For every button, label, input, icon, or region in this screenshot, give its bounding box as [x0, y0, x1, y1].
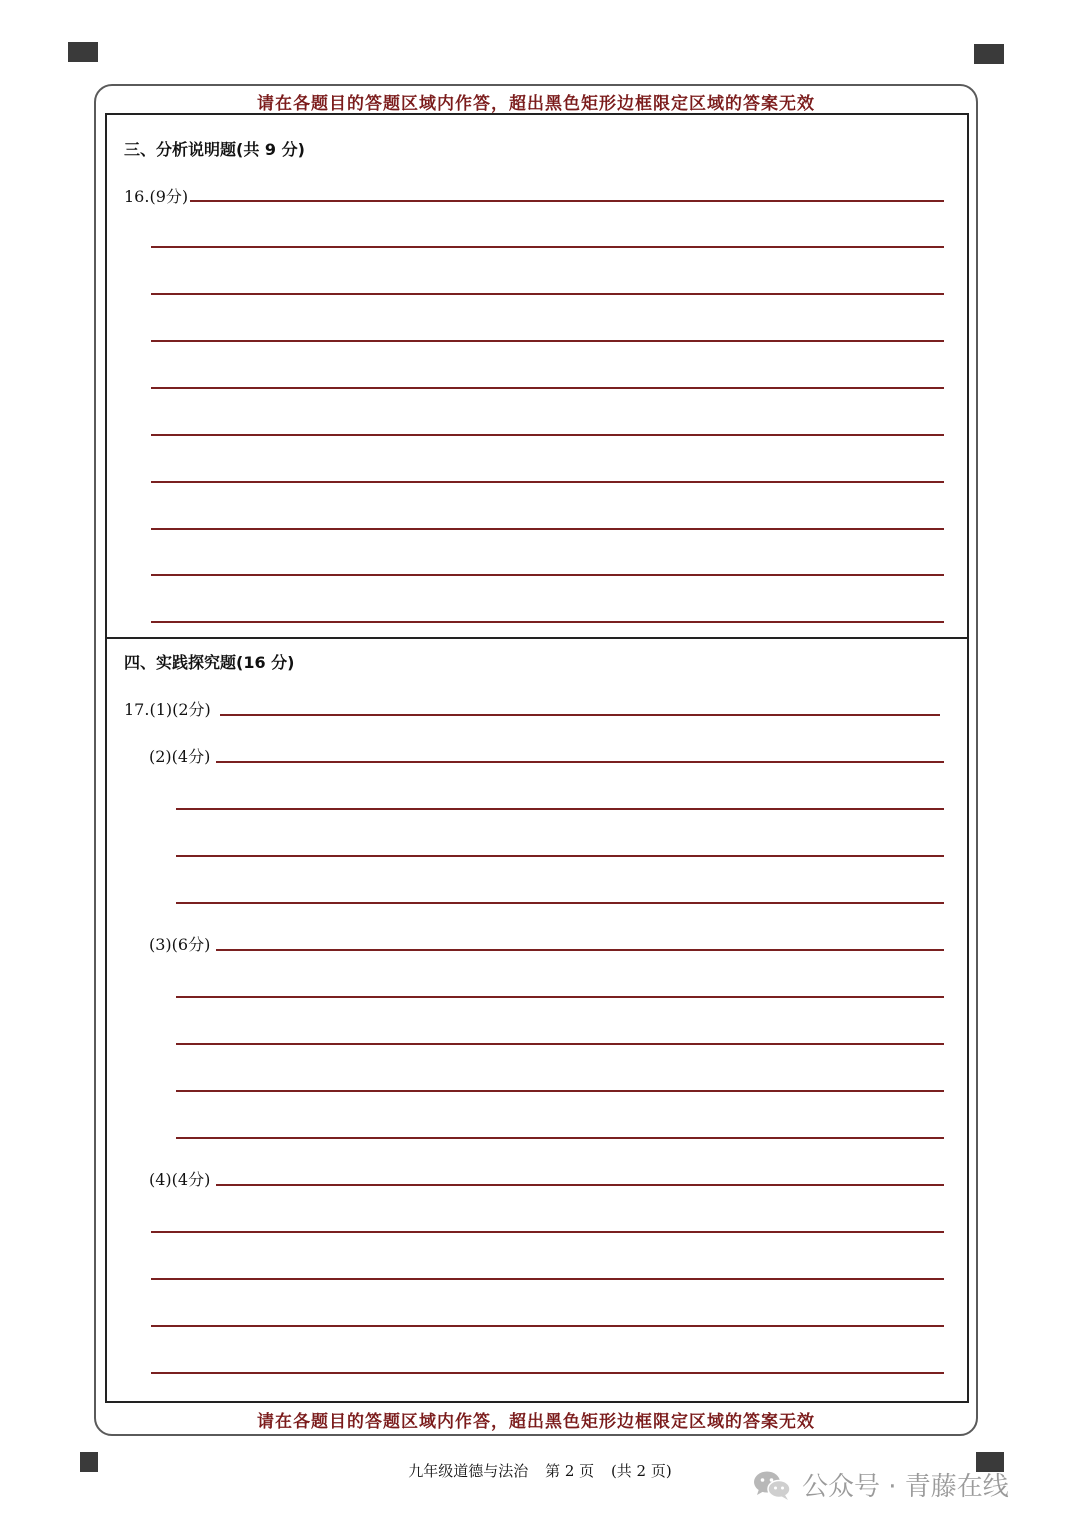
- q17-3-answer-line[interactable]: [176, 996, 944, 998]
- q17-3-answer-line[interactable]: [216, 949, 944, 951]
- q17-4-label: (4)(4分): [149, 1170, 211, 1189]
- q17-3-label: (3)(6分): [149, 935, 211, 954]
- q17-2-answer-line[interactable]: [216, 761, 944, 763]
- footer-page-total: (共 2 页): [610, 1462, 672, 1480]
- q17-3-answer-line[interactable]: [176, 1137, 944, 1139]
- section-divider: [105, 637, 969, 639]
- q17-2-answer-line[interactable]: [176, 855, 944, 857]
- wechat-icon: [752, 1469, 792, 1501]
- q16-answer-line[interactable]: [151, 387, 944, 389]
- q17-4-answer-line[interactable]: [151, 1231, 944, 1233]
- q17-1-label: 17.(1)(2分): [124, 700, 211, 719]
- q16-answer-line[interactable]: [151, 528, 944, 530]
- q16-answer-line[interactable]: [151, 434, 944, 436]
- q17-3-answer-line[interactable]: [176, 1090, 944, 1092]
- q17-2-answer-line[interactable]: [176, 902, 944, 904]
- q17-2-label: (2)(4分): [149, 747, 211, 766]
- section-4-title: 四、实践探究题(16 分): [124, 653, 295, 672]
- answer-area-frame: [105, 113, 969, 1403]
- q17-4-answer-line[interactable]: [151, 1325, 944, 1327]
- q16-answer-line[interactable]: [190, 200, 944, 202]
- footer-subject: 九年级道德与法治: [408, 1462, 529, 1480]
- q17-4-answer-line[interactable]: [151, 1372, 944, 1374]
- q16-label: 16.(9分): [124, 187, 189, 206]
- footer-page-number: 第 2 页: [545, 1462, 595, 1480]
- q16-answer-line[interactable]: [151, 246, 944, 248]
- q16-answer-line[interactable]: [151, 481, 944, 483]
- q16-answer-line[interactable]: [151, 293, 944, 295]
- alignment-marker-top-left: [68, 42, 98, 62]
- q17-3-answer-line[interactable]: [176, 1043, 944, 1045]
- warning-top: 请在各题目的答题区域内作答，超出黑色矩形边框限定区域的答案无效: [257, 94, 815, 114]
- q16-answer-line[interactable]: [151, 340, 944, 342]
- watermark: [752, 1466, 1009, 1503]
- q17-2-answer-line[interactable]: [176, 808, 944, 810]
- alignment-marker-top-right: [974, 44, 1004, 64]
- section-3-title: 三、分析说明题(共 9 分): [124, 140, 305, 159]
- q17-4-answer-line[interactable]: [216, 1184, 944, 1186]
- q17-4-answer-line[interactable]: [151, 1278, 944, 1280]
- q16-answer-line[interactable]: [151, 621, 944, 623]
- warning-bottom: 请在各题目的答题区域内作答，超出黑色矩形边框限定区域的答案无效: [257, 1412, 815, 1432]
- watermark-text: 公众号 · 青藤在线: [802, 1472, 1009, 1502]
- q16-answer-line[interactable]: [151, 574, 944, 576]
- q17-1-answer-line[interactable]: [220, 714, 940, 716]
